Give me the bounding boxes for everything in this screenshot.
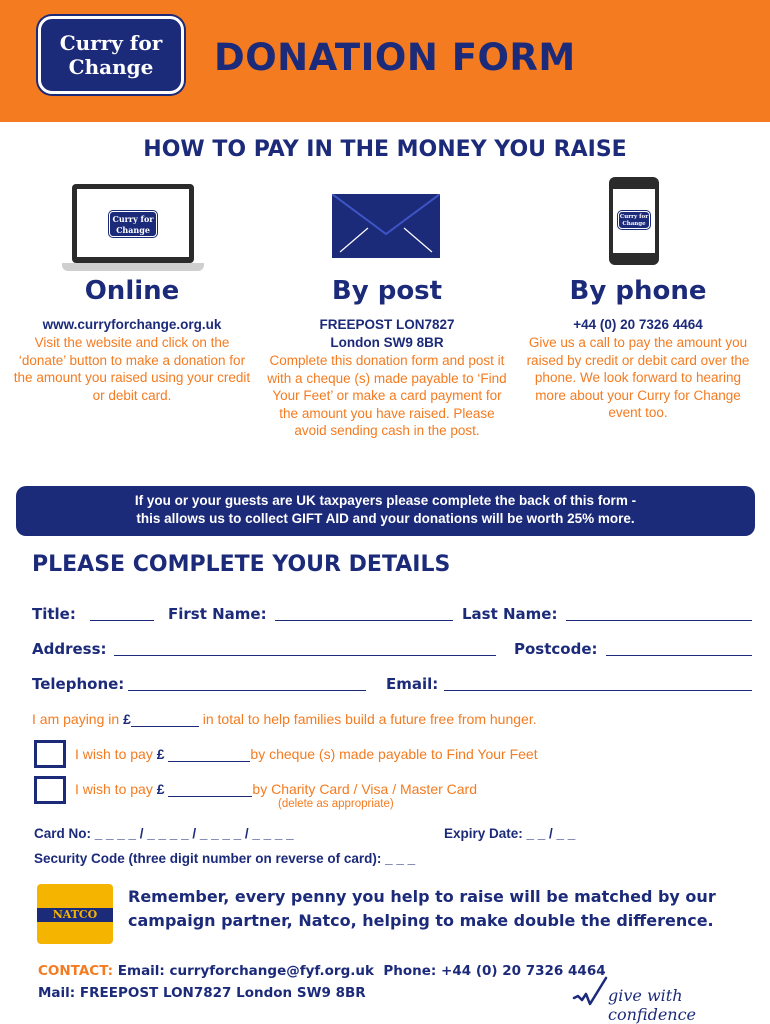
online-instructions: Visit the website and click on the ‘donate’ button to make a donation for the amount you raised using your credit or debit card. [13, 335, 251, 403]
curry-for-change-logo [38, 16, 184, 94]
total-amount-row [32, 711, 537, 727]
telephone-field[interactable] [128, 690, 366, 691]
phone-column [518, 276, 758, 422]
phone-number: +44 (0) 20 7326 4464 [573, 317, 703, 332]
match-line-1: Remember, every penny you help to raise will be matched by our [128, 887, 716, 906]
total-suffix: in total to help families build a future free from hunger. [202, 711, 537, 727]
email-label: Email: [386, 675, 439, 693]
cheque-prefix: I wish to pay [75, 746, 153, 762]
natco-logo [37, 884, 113, 944]
total-amount-field[interactable] [131, 713, 199, 727]
gift-aid-banner [16, 486, 755, 536]
form-title: DONATION FORM [214, 36, 576, 79]
phone-heading: By phone [569, 276, 707, 306]
telephone-label: Telephone: [32, 675, 125, 693]
online-heading: Online [84, 276, 180, 306]
gift-aid-line-2: this allows us to collect GIFT AID and your donations will be worth 25% more. [136, 511, 635, 526]
envelope-icon [332, 194, 440, 258]
total-prefix: I am paying in [32, 711, 120, 727]
title-field[interactable] [90, 620, 154, 621]
phone-logo-line-2: Change [622, 221, 646, 227]
gift-aid-line-1: If you or your guests are UK taxpayers please complete the back of this form - [134, 493, 637, 508]
postcode-label: Postcode: [514, 640, 598, 658]
last-name-field[interactable] [566, 620, 752, 621]
card-prefix: I wish to pay [75, 781, 153, 797]
card-number-field[interactable]: Card No: _ _ _ _ / _ _ _ _ / _ _ _ _ / _ _ _ _ [34, 826, 294, 841]
postcode-field[interactable] [606, 655, 752, 656]
delete-note: (delete as appropriate) [278, 798, 394, 810]
card-row [75, 781, 477, 797]
phone-instructions: Give us a call to pay the amount you raised by credit or debit card over the phone. We look forward to hearing more about your Curry for Change event too. [526, 335, 750, 421]
checkmark-icon [572, 974, 612, 1014]
first-name-field[interactable] [275, 620, 453, 621]
currency-symbol: £ [123, 711, 131, 727]
laptop-logo-line-1: Curry for [112, 214, 154, 224]
security-code-field[interactable]: Security Code (three digit number on reverse of card): _ _ _ [34, 851, 416, 866]
contact-email[interactable]: Email: curryforchange@fyf.org.uk [117, 963, 374, 979]
address-field[interactable] [114, 655, 496, 656]
tagline: give with confidence [608, 986, 697, 1024]
card-amount-field[interactable] [168, 783, 252, 797]
cheque-suffix: by cheque (s) made payable to Find Your Feet [250, 746, 538, 762]
post-column [267, 276, 507, 440]
contact-label: CONTACT: [38, 963, 114, 979]
logo-line-1: Curry for [59, 31, 163, 55]
first-name-label: First Name: [168, 605, 267, 623]
contact-block [38, 960, 606, 1004]
contact-phone: Phone: +44 (0) 20 7326 4464 [383, 963, 606, 979]
post-heading: By post [331, 276, 443, 306]
contact-mail: Mail: FREEPOST LON7827 London SW9 8BR [38, 985, 366, 1001]
laptop-logo-line-2: Change [116, 225, 150, 235]
mobile-phone-icon [609, 177, 659, 265]
cheque-checkbox[interactable] [34, 740, 66, 768]
post-instructions: Complete this donation form and post it with a cheque (s) made payable to ‘Find Your Feet’ or make a card payment for the amount you have raised. Please avoid sending cash in the post. [267, 353, 507, 439]
how-to-pay-heading: HOW TO PAY IN THE MONEY YOU RAISE [143, 137, 627, 162]
natco-logo-text: NATCO [37, 908, 113, 922]
cheque-currency: £ [156, 746, 165, 762]
match-line-2: campaign partner, Natco, helping to make double the difference. [128, 911, 714, 930]
card-suffix: by Charity Card / Visa / Master Card [252, 781, 478, 797]
freepost-address-line-1: FREEPOST LON7827 [319, 317, 455, 332]
details-heading: PLEASE COMPLETE YOUR DETAILS [32, 552, 451, 577]
online-column [12, 276, 252, 404]
header-band [0, 0, 770, 122]
email-field[interactable] [444, 690, 752, 691]
cheque-amount-field[interactable] [168, 748, 250, 762]
card-checkbox[interactable] [34, 776, 66, 804]
phone-logo-line-1: Curry for [619, 214, 649, 220]
last-name-label: Last Name: [462, 605, 558, 623]
match-funding-message [128, 885, 728, 933]
logo-line-2: Change [68, 55, 154, 79]
title-label: Title: [32, 605, 76, 623]
address-label: Address: [32, 640, 107, 658]
card-currency: £ [156, 781, 165, 797]
website-link[interactable]: www.curryforchange.org.uk [42, 317, 222, 332]
expiry-date-field[interactable]: Expiry Date: _ _ / _ _ [444, 826, 576, 841]
cheque-row [75, 746, 538, 762]
freepost-address-line-2: London SW9 8BR [330, 335, 444, 350]
laptop-icon [62, 184, 204, 272]
give-with-confidence-logo [572, 974, 762, 1024]
